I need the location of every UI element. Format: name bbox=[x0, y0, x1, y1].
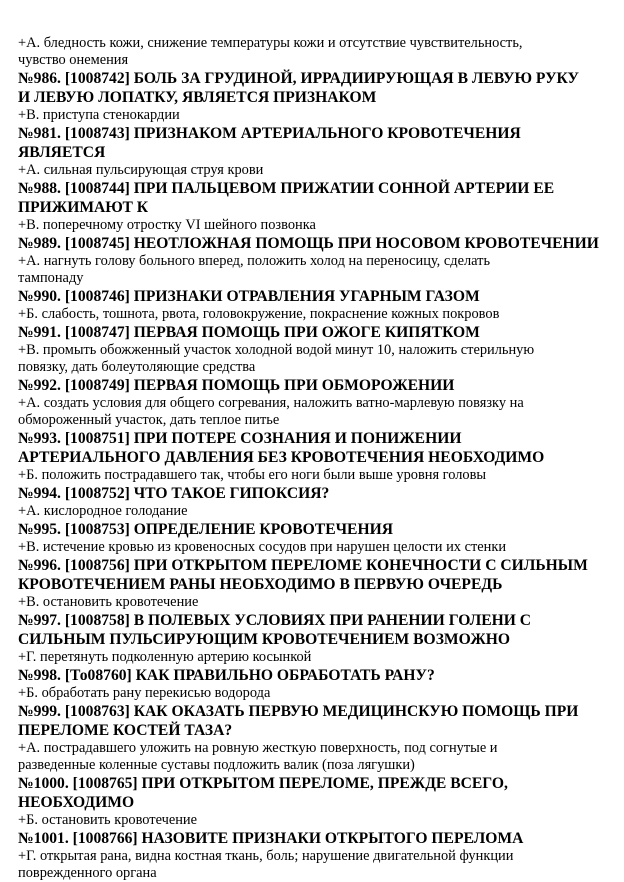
answer-block bbox=[18, 649, 613, 666]
question-block bbox=[18, 611, 613, 649]
answer-line: +А. бледность кожи, снижение температуры кожи и отсутствие чувствительность, bbox=[18, 35, 523, 51]
answer-block bbox=[18, 685, 613, 702]
answer-block bbox=[18, 306, 613, 323]
question-line: ПЕРЕЛОМЕ КОСТЕЙ ТАЗА? bbox=[18, 722, 233, 739]
question-block bbox=[18, 287, 613, 306]
question-line: №1000. [1008765] ПРИ ОТКРЫТОМ ПЕРЕЛОМЕ, ПРЕЖДЕ ВСЕГО, bbox=[18, 775, 508, 792]
answer-line: +Б. слабость, тошнота, рвота, головокружение, покраснение кожных покровов bbox=[18, 306, 500, 322]
answer-block bbox=[18, 35, 613, 69]
answer-block bbox=[18, 812, 613, 829]
answer-line: +Г. открытая рана, видна костная ткань, боль; нарушение двигательной функции bbox=[18, 848, 514, 864]
question-line: №1001. [1008766] НАЗОВИТЕ ПРИЗНАКИ ОТКРЫТОГО ПЕРЕЛОМА bbox=[18, 830, 524, 847]
question-line: ЯВЛЯЕТСЯ bbox=[18, 144, 106, 161]
question-line: №981. [1008743] ПРИЗНАКОМ АРТЕРИАЛЬНОГО КРОВОТЕЧЕНИЯ bbox=[18, 125, 521, 142]
question-block bbox=[18, 774, 613, 812]
answer-block bbox=[18, 395, 613, 429]
answer-block bbox=[18, 162, 613, 179]
question-block bbox=[18, 234, 613, 253]
question-line: №990. [1008746] ПРИЗНАКИ ОТРАВЛЕНИЯ УГАРНЫМ ГАЗОМ bbox=[18, 288, 480, 305]
question-line: №989. [1008745] НЕОТЛОЖНАЯ ПОМОЩЬ ПРИ НОСОВОМ КРОВОТЕЧЕНИИ bbox=[18, 235, 599, 252]
question-line: АРТЕРИАЛЬНОГО ДАВЛЕНИЯ БЕЗ КРОВОТЕЧЕНИЯ НЕОБХОДИМО bbox=[18, 449, 545, 466]
question-line: №988. [1008744] ПРИ ПАЛЬЦЕВОМ ПРИЖАТИИ СОННОЙ АРТЕРИИ ЕЕ bbox=[18, 180, 555, 197]
question-block bbox=[18, 124, 613, 162]
question-block bbox=[18, 376, 613, 395]
question-line: №995. [1008753] ОПРЕДЕЛЕНИЕ КРОВОТЕЧЕНИЯ bbox=[18, 521, 393, 538]
question-block bbox=[18, 520, 613, 539]
question-block bbox=[18, 179, 613, 217]
answer-line: +В. истечение кровью из кровеносных сосудов при нарушен целости их стенки bbox=[18, 539, 507, 555]
answer-line: поврежденного органа bbox=[18, 865, 157, 881]
question-line: №991. [1008747] ПЕРВАЯ ПОМОЩЬ ПРИ ОЖОГЕ КИПЯТКОМ bbox=[18, 324, 480, 341]
answer-block bbox=[18, 539, 613, 556]
question-block bbox=[18, 702, 613, 740]
answer-block bbox=[18, 740, 613, 774]
answer-line: +А. кислородное голодание bbox=[18, 503, 188, 519]
answer-line: +Б. положить пострадавшего так, чтобы его ноги были выше уровня головы bbox=[18, 467, 487, 483]
question-block bbox=[18, 484, 613, 503]
answer-line: +Г. перетянуть подколенную артерию косынкой bbox=[18, 649, 312, 665]
question-line: КРОВОТЕЧЕНИЕМ РАНЫ НЕОБХОДИМО В ПЕРВУЮ ОЧЕРЕДЬ bbox=[18, 576, 503, 593]
answer-block bbox=[18, 467, 613, 484]
answer-line: тампонаду bbox=[18, 270, 84, 286]
question-block bbox=[18, 666, 613, 685]
question-line: №998. [То08760] КАК ПРАВИЛЬНО ОБРАБОТАТЬ РАНУ? bbox=[18, 667, 435, 684]
answer-line: +Б. остановить кровотечение bbox=[18, 812, 198, 828]
answer-line: +Б. обработать рану перекисью водорода bbox=[18, 685, 271, 701]
answer-line: разведенные коленные суставы подложить валик (поза лягушки) bbox=[18, 757, 415, 773]
question-line: №996. [1008756] ПРИ ОТКРЫТОМ ПЕРЕЛОМЕ КОНЕЧНОСТИ С СИЛЬНЫМ bbox=[18, 557, 588, 574]
answer-line: +В. промыть обожженный участок холодной водой минут 10, наложить стерильную bbox=[18, 342, 535, 358]
answer-line: +А. создать условия для общего согревания, наложить ватно-марлевую повязку на bbox=[18, 395, 524, 411]
answer-line: +А. сильная пульсирующая струя крови bbox=[18, 162, 264, 178]
question-block bbox=[18, 69, 613, 107]
answer-line: +В. поперечному отростку VI шейного позвонка bbox=[18, 217, 316, 233]
answer-block bbox=[18, 594, 613, 611]
document-page bbox=[18, 35, 613, 882]
question-line: №986. [1008742] БОЛЬ ЗА ГРУДИНОЙ, ИРРАДИИРУЮЩАЯ В ЛЕВУЮ РУКУ bbox=[18, 70, 579, 87]
question-block bbox=[18, 829, 613, 848]
question-line: №992. [1008749] ПЕРВАЯ ПОМОЩЬ ПРИ ОБМОРОЖЕНИИ bbox=[18, 377, 455, 394]
question-line: НЕОБХОДИМО bbox=[18, 794, 135, 811]
question-line: И ЛЕВУЮ ЛОПАТКУ, ЯВЛЯЕТСЯ ПРИЗНАКОМ bbox=[18, 89, 377, 106]
answer-line: +А. нагнуть голову больного вперед, положить холод на переносицу, сделать bbox=[18, 253, 491, 269]
answer-block bbox=[18, 342, 613, 376]
question-line: ПРИЖИМАЮТ К bbox=[18, 199, 149, 216]
answer-block bbox=[18, 217, 613, 234]
answer-line: повязку, дать болеутоляющие средства bbox=[18, 359, 256, 375]
answer-line: +В. остановить кровотечение bbox=[18, 594, 199, 610]
answer-block bbox=[18, 107, 613, 124]
answer-line: +А. пострадавшего уложить на ровную жесткую поверхность, под согнутые и bbox=[18, 740, 498, 756]
answer-block bbox=[18, 848, 613, 882]
question-line: №999. [1008763] КАК ОКАЗАТЬ ПЕРВУЮ МЕДИЦИНСКУЮ ПОМОЩЬ ПРИ bbox=[18, 703, 579, 720]
question-line: СИЛЬНЫМ ПУЛЬСИРУЮЩИМ КРОВОТЕЧЕНИЕМ ВОЗМОЖНО bbox=[18, 631, 511, 648]
question-block bbox=[18, 556, 613, 594]
question-block bbox=[18, 323, 613, 342]
question-line: №993. [1008751] ПРИ ПОТЕРЕ СОЗНАНИЯ И ПОНИЖЕНИИ bbox=[18, 430, 462, 447]
answer-line: чувство онемения bbox=[18, 52, 129, 68]
question-line: №997. [1008758] В ПОЛЕВЫХ УСЛОВИЯХ ПРИ РАНЕНИИ ГОЛЕНИ С bbox=[18, 612, 532, 629]
answer-line: +В. приступа стенокардии bbox=[18, 107, 180, 123]
answer-block bbox=[18, 503, 613, 520]
question-block bbox=[18, 429, 613, 467]
answer-line: обмороженный участок, дать теплое питье bbox=[18, 412, 280, 428]
answer-block bbox=[18, 253, 613, 287]
question-line: №994. [1008752] ЧТО ТАКОЕ ГИПОКСИЯ? bbox=[18, 485, 330, 502]
